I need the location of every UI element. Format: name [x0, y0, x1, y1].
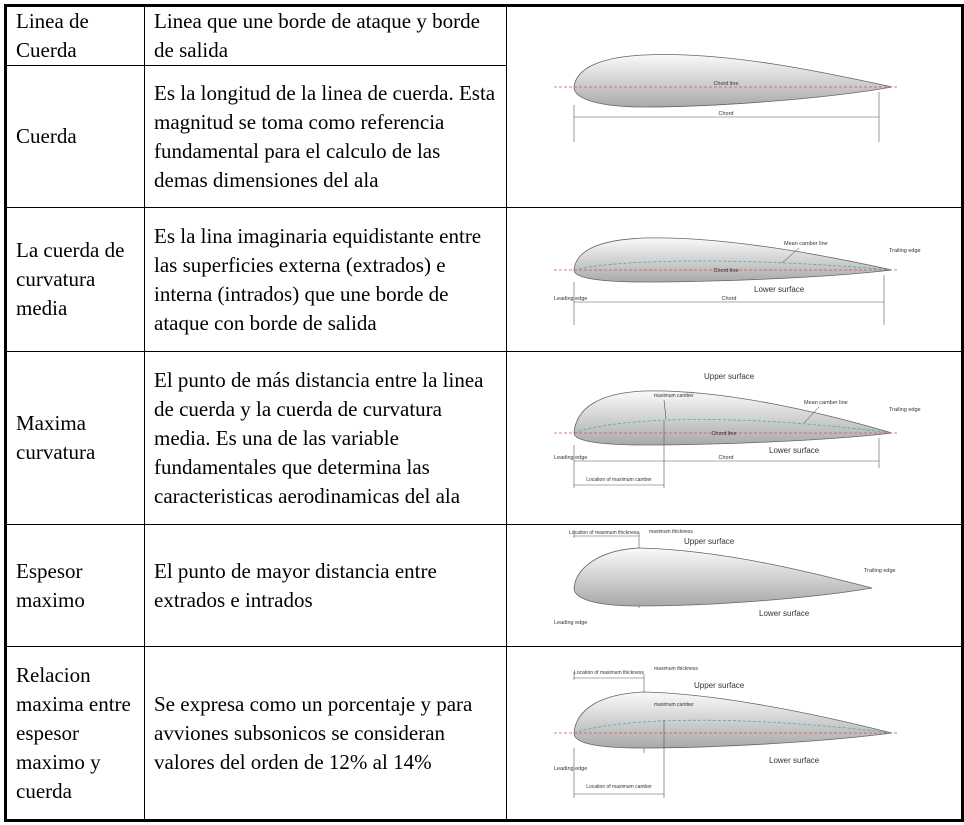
- term-cell: Espesor maximo: [6, 525, 145, 647]
- trailing-edge-label: Trailing edge: [889, 407, 921, 413]
- location-max-thickness-label: Location of maximum thickness: [569, 530, 639, 536]
- leading-edge-label: Leading edge: [554, 295, 588, 302]
- definition-cell: El punto de mayor distancia entre extrados e intrados: [145, 525, 507, 647]
- table-row: [6, 647, 963, 821]
- maximum-camber-label: maximum camber: [654, 702, 694, 708]
- term-cell: Cuerda: [6, 66, 145, 208]
- definition-cell: Es la longitud de la linea de cuerda. Esta magnitud se toma como referencia fundamental para el calculo de las demas dimensiones del ala: [145, 66, 507, 208]
- maximum-camber-label: maximum camber: [654, 393, 694, 399]
- chord-line-label: Chord line: [713, 81, 739, 87]
- chord-label: Chord: [718, 455, 734, 461]
- figure-cell: [507, 352, 963, 525]
- location-max-camber-label: Location of maximum camber: [586, 784, 652, 790]
- definition-cell: Linea que une borde de ataque y borde de salida: [145, 6, 507, 66]
- table-row: [6, 6, 963, 66]
- figure-cell: [507, 208, 963, 352]
- leading-edge-label: Leading edge: [554, 766, 588, 772]
- leading-edge-label: Leading edge: [554, 620, 588, 626]
- mean-camber-line-label: Mean camber line: [784, 240, 828, 247]
- term-cell: Relacion maxima entre espesor maximo y cuerda: [6, 647, 145, 821]
- definition-cell: Es la lina imaginaria equidistante entre las superficies externa (extrados) e interna (intrados) que une borde de ataque con borde de salida: [145, 208, 507, 352]
- term-cell: Linea de Cuerda: [6, 6, 145, 66]
- trailing-edge-label: Trailing edge: [889, 247, 921, 254]
- figure-cell: [507, 647, 963, 821]
- chord-label: Chord: [721, 295, 737, 302]
- mean-camber-line-diagram: [554, 220, 921, 340]
- figure-cell: [507, 6, 963, 208]
- chord-label: Chord: [718, 111, 734, 117]
- maximum-thickness-label: maximum thickness: [654, 666, 698, 672]
- lower-surface-label: Lower surface: [769, 446, 820, 455]
- definition-cell: El punto de más distancia entre la linea de cuerda y la cuerda de curvatura media. Es una de las variable fundamentales que determina las caracteristicas aerodinamicas del ala: [145, 352, 507, 525]
- upper-surface-label: Upper surface: [704, 372, 755, 381]
- figure-cell: [507, 525, 963, 647]
- lower-surface-label: Lower surface: [754, 284, 805, 294]
- term-cell: La cuerda de curvatura media: [6, 208, 145, 352]
- table-row: [6, 352, 963, 525]
- maximum-thickness-diagram: [554, 528, 914, 643]
- lower-surface-label: Lower surface: [769, 756, 820, 765]
- mean-camber-line-label: Mean camber line: [804, 400, 848, 406]
- chord-line-label: Chord line: [713, 267, 739, 274]
- maximum-thickness-label: maximum thickness: [649, 529, 693, 535]
- location-max-thickness-label: Location of maximum thickness: [574, 670, 644, 676]
- location-max-camber-label: Location of maximum camber: [586, 477, 652, 483]
- trailing-edge-label: Trailing edge: [864, 568, 896, 574]
- upper-surface-label: Upper surface: [684, 537, 735, 546]
- maximum-camber-diagram: [554, 363, 921, 513]
- airfoil-chord-diagram: [554, 47, 914, 167]
- airfoil-glossary-table: [4, 4, 964, 822]
- leading-edge-label: Leading edge: [554, 455, 588, 461]
- upper-surface-label: Upper surface: [694, 681, 745, 690]
- thickness-to-chord-diagram: [554, 658, 914, 808]
- lower-surface-label: Lower surface: [759, 609, 810, 618]
- table-row: [6, 208, 963, 352]
- table-row: [6, 525, 963, 647]
- definition-cell: Se expresa como un porcentaje y para avviones subsonicos se consideran valores del orden de 12% al 14%: [145, 647, 507, 821]
- chord-line-label: Chord line: [711, 431, 737, 437]
- term-cell: Maxima curvatura: [6, 352, 145, 525]
